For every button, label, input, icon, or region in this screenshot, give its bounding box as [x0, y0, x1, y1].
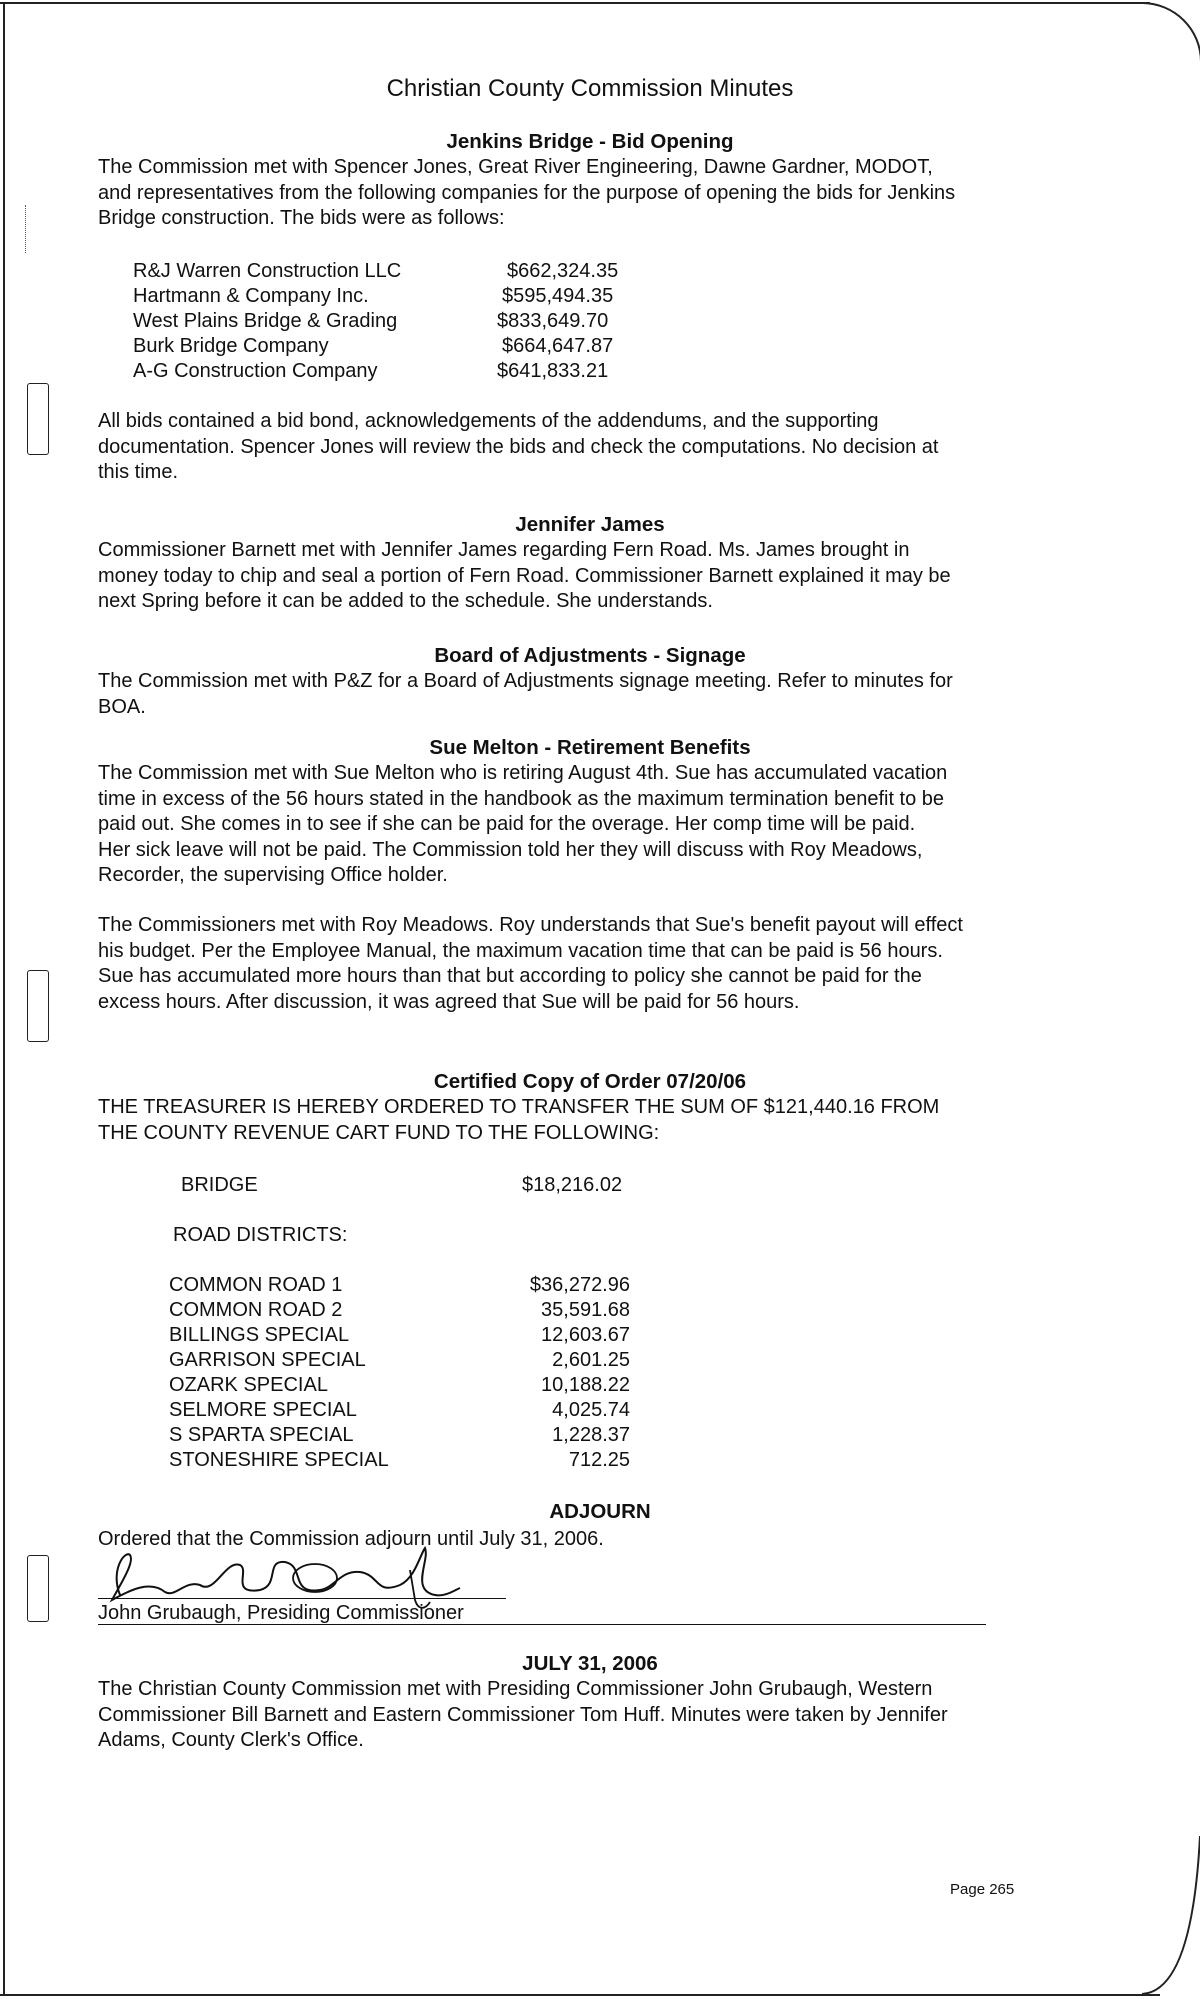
- district-amount: 10,188.22: [541, 1374, 630, 1396]
- paragraph: [98, 761, 1078, 889]
- section-heading: Board of Adjustments - Signage: [434, 644, 746, 667]
- paragraph: [98, 409, 1078, 486]
- district-name: S SPARTA SPECIAL: [169, 1424, 354, 1446]
- paragraph: [98, 1095, 1078, 1146]
- bridge-amount: $18,216.02: [522, 1174, 623, 1196]
- text-line: his budget. Per the Employee Manual, the maximum vacation time that can be paid is 56 hours.: [98, 939, 943, 962]
- district-amount: $36,272.96: [529, 1274, 630, 1296]
- page-border-bottom: [0, 1994, 1160, 1996]
- signature-caption: John Grubaugh, Presiding Commissioner: [98, 1602, 464, 1624]
- text-line: paid out. She comes in to see if she can be paid for the overage. Her comp time will be paid.: [98, 813, 916, 835]
- paragraph: [98, 1677, 1078, 1754]
- district-amount: 2,601.25: [552, 1349, 630, 1371]
- bid-company: A-G Construction Company: [133, 360, 378, 382]
- bid-company: Hartmann & Company Inc.: [133, 285, 369, 307]
- section-heading: Sue Melton - Retirement Benefits: [429, 736, 751, 759]
- district-amount: 12,603.67: [541, 1324, 630, 1346]
- text-line: Commissioner Bill Barnett and Eastern Commissioner Tom Huff. Minutes were taken by Jennifer: [98, 1703, 948, 1726]
- page-title: Christian County Commission Minutes: [386, 75, 794, 102]
- district-name: BILLINGS SPECIAL: [169, 1324, 350, 1346]
- punch-hole: [27, 383, 49, 455]
- bridge-label: BRIDGE: [181, 1174, 258, 1196]
- paragraph: [98, 669, 1078, 720]
- text-line: Commissioner Barnett met with Jennifer James regarding Fern Road. Ms. James brought in: [98, 539, 910, 561]
- paragraph: [98, 913, 1078, 1015]
- punch-hole: [27, 1555, 49, 1622]
- bid-company: West Plains Bridge & Grading: [133, 310, 398, 332]
- text-line: Recorder, the supervising Office holder.: [98, 864, 448, 886]
- scan-mark: [25, 205, 27, 253]
- district-amount: 712.25: [568, 1449, 630, 1471]
- paragraph: [98, 538, 1078, 615]
- page-border-left: [3, 2, 5, 1995]
- bid-amount: $662,324.35: [507, 260, 619, 282]
- district-amount: 1,228.37: [552, 1424, 630, 1446]
- district-name: SELMORE SPECIAL: [169, 1399, 357, 1421]
- text-line: The Commissioners met with Roy Meadows. Roy understands that Sue's benefit payout will effect: [98, 914, 963, 936]
- page-number: Page 265: [950, 1881, 1015, 1898]
- text-line: Adams, County Clerk's Office.: [98, 1729, 364, 1751]
- text-line: next Spring before it can be added to the schedule. She understands.: [98, 590, 713, 612]
- bid-company: R&J Warren Construction LLC: [133, 260, 402, 282]
- district-name: OZARK SPECIAL: [169, 1374, 328, 1396]
- district-name: COMMON ROAD 2: [169, 1299, 343, 1321]
- text-line: THE TREASURER IS HEREBY ORDERED TO TRANSFER THE SUM OF $121,440.16 FROM: [98, 1096, 940, 1118]
- text-line: The Commission met with P&Z for a Board of Adjustments signage meeting. Refer to minutes for: [98, 670, 953, 692]
- paragraph: [98, 155, 1078, 232]
- bid-amount: $595,494.35: [502, 285, 614, 307]
- section-heading: ADJOURN: [549, 1500, 651, 1523]
- text-line: and representatives from the following companies for the purpose of opening the bids for Jenkins: [98, 181, 956, 204]
- text-line: The Christian County Commission met with Presiding Commissioner John Grubaugh, Western: [98, 1678, 933, 1700]
- text-line: All bids contained a bid bond, acknowledgements of the addendums, and the supporting: [98, 410, 879, 432]
- page-border-top: [0, 2, 1150, 4]
- punch-hole: [27, 970, 49, 1042]
- signature-line: [98, 1598, 506, 1599]
- bid-company: Burk Bridge Company: [133, 335, 329, 357]
- district-name: COMMON ROAD 1: [169, 1274, 343, 1296]
- text-line: time in excess of the 56 hours stated in the handbook as the maximum termination benefit to be: [98, 787, 945, 810]
- text-line: Sue has accumulated more hours than that but according to policy she cannot be paid for the: [98, 965, 922, 987]
- page-corner-curve-bottom: [1142, 1836, 1200, 1996]
- text-line: The Commission met with Spencer Jones, Great River Engineering, Dawne Gardner, MODOT,: [98, 156, 933, 178]
- text-line: THE COUNTY REVENUE CART FUND TO THE FOLLOWING:: [98, 1121, 660, 1144]
- section-heading: Jenkins Bridge - Bid Opening: [446, 130, 734, 153]
- section-divider: [98, 1624, 986, 1625]
- bid-amount: $641,833.21: [497, 360, 609, 382]
- section-heading: JULY 31, 2006: [522, 1652, 658, 1675]
- section-heading: Certified Copy of Order 07/20/06: [433, 1070, 747, 1093]
- text-line: money today to chip and seal a portion of Fern Road. Commissioner Barnett explained it may be: [98, 564, 951, 587]
- district-name: GARRISON SPECIAL: [169, 1349, 366, 1371]
- text-line: BOA.: [98, 695, 146, 718]
- text-line: this time.: [98, 461, 179, 483]
- road-districts-label: ROAD DISTRICTS:: [173, 1224, 348, 1246]
- district-amount: 4,025.74: [552, 1399, 630, 1421]
- district-name: STONESHIRE SPECIAL: [169, 1449, 389, 1471]
- bid-amount: $664,647.87: [502, 335, 614, 357]
- text-line: documentation. Spencer Jones will review the bids and check the computations. No decision at: [98, 435, 939, 458]
- text-line: The Commission met with Sue Melton who is retiring August 4th. Sue has accumulated vacation: [98, 762, 948, 784]
- district-amount: 35,591.68: [541, 1299, 630, 1321]
- bid-amount: $833,649.70: [497, 310, 609, 332]
- text-line: Bridge construction. The bids were as follows:: [98, 207, 505, 229]
- text-line: excess hours. After discussion, it was agreed that Sue will be paid for 56 hours.: [98, 990, 800, 1013]
- adjourn-line: Ordered that the Commission adjourn until July 31, 2006.: [98, 1528, 604, 1550]
- section-heading: Jennifer James: [515, 513, 665, 536]
- text-line: Her sick leave will not be paid. The Commission told her they will discuss with Roy Meadows,: [98, 838, 923, 861]
